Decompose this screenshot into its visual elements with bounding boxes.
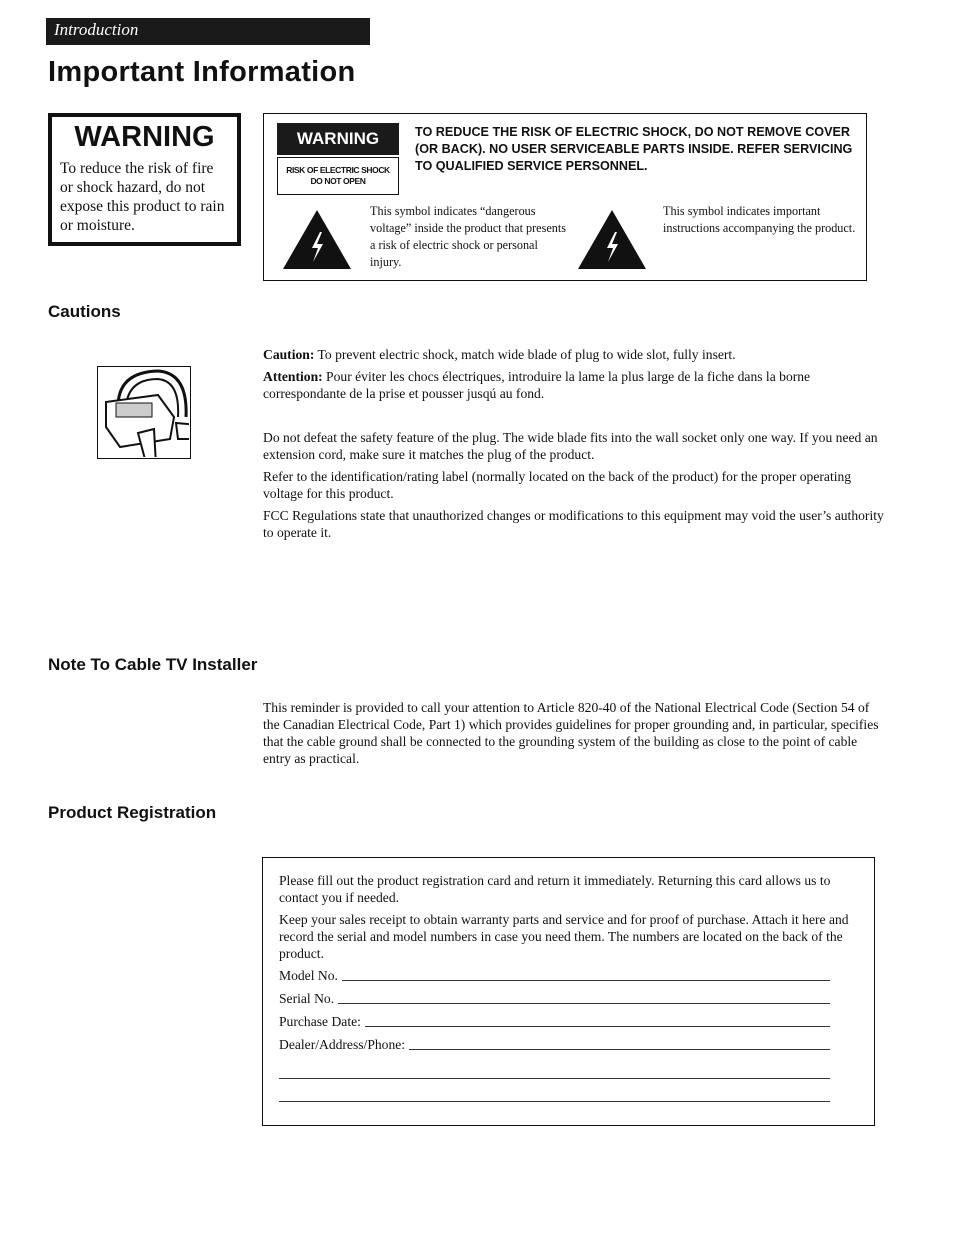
attention-label: Attention: — [263, 369, 323, 384]
purchase-date-field[interactable] — [279, 1013, 830, 1030]
warning-text: To reduce the risk of fire or shock hazard, do not expose this product to rain or moisture. — [60, 160, 225, 234]
caution-label: Caution: — [263, 347, 315, 362]
risk-line-1: RISK OF ELECTRIC SHOCK — [286, 165, 390, 175]
warning-label: WARNING — [277, 123, 399, 155]
shock-message: TO REDUCE THE RISK OF ELECTRIC SHOCK, DO NOT REMOVE COVER (OR BACK). NO USER SERVICEABLE PARTS INSIDE. REFER SERVICING TO QUALIFIED SERVICE PERSONNEL. — [415, 125, 853, 173]
cable-heading: Note To Cable TV Installer — [48, 655, 258, 674]
warning-heading: WARNING — [74, 121, 215, 153]
risk-line-2: DO NOT OPEN — [310, 176, 366, 186]
blank-line[interactable] — [279, 1082, 830, 1102]
field-label: Dealer/Address/Phone: — [279, 1037, 406, 1052]
model-field[interactable] — [279, 967, 830, 984]
caution-paragraph: Refer to the identification/rating label (normally located on the back of the product) for the proper operating voltage for this product. — [263, 469, 852, 501]
lightning-triangle-icon — [283, 210, 351, 270]
symbol1-text: This symbol indicates “dangerous voltage” inside the product that presents a risk of electric shock or personal injury. — [370, 204, 566, 269]
registration-box — [262, 857, 875, 1126]
shock-warning-box — [263, 113, 867, 281]
cautions-heading: Cautions — [48, 302, 121, 321]
registration-heading: Product Registration — [48, 803, 217, 822]
cautions-body — [263, 346, 885, 546]
risk-label — [277, 157, 399, 195]
registration-p2: Keep your sales receipt to obtain warranty parts and service and for proof of purchase. Attach it here and record the serial and model numbers in case you need them. The numbers are located on the back of the product. — [279, 912, 849, 961]
blank-line[interactable] — [279, 1059, 830, 1079]
page-title: Important Information — [48, 56, 356, 88]
attention-text: Pour éviter les chocs électriques, introduire la lame la plus large de la fiche dans la borne correspondante de la prise et pousser jusqú au fond. — [263, 369, 811, 401]
polarized-plug-icon — [97, 366, 191, 459]
lightning-triangle-icon — [578, 210, 646, 270]
caution-paragraph: FCC Regulations state that unauthorized changes or modifications to this equipment may void the user’s authority to operate it. — [263, 508, 884, 540]
serial-field[interactable] — [279, 990, 830, 1007]
warning-box — [48, 113, 241, 246]
attention-line — [263, 368, 885, 402]
dealer-field[interactable] — [279, 1036, 830, 1053]
field-label: Model No. — [279, 968, 338, 983]
registration-p1: Please fill out the product registration card and return it immediately. Returning this card allows us to contact you if needed. — [279, 873, 831, 905]
caution-paragraph: Do not defeat the safety feature of the plug. The wide blade fits into the wall socket only one way. If you need an extension cord, make sure it matches the plug of the product. — [263, 430, 878, 462]
section-header: Introduction — [46, 18, 370, 45]
caution-line — [263, 346, 885, 363]
caution-text: To prevent electric shock, match wide blade of plug to wide slot, fully insert. — [314, 347, 736, 362]
field-label: Purchase Date: — [279, 1014, 361, 1029]
symbol2-text: This symbol indicates important instructions accompanying the product. — [663, 204, 856, 235]
field-label: Serial No. — [279, 991, 335, 1006]
cable-text: This reminder is provided to call your attention to Article 820-40 of the National Electrical Code (Section 54 of the Canadian Electrical Code, Part 1) which provides guidelines for proper grounding and, in particular, specifies that the cable ground shall be connected to the grounding system of the building as close to the point of cable entry as practical. — [263, 700, 879, 766]
